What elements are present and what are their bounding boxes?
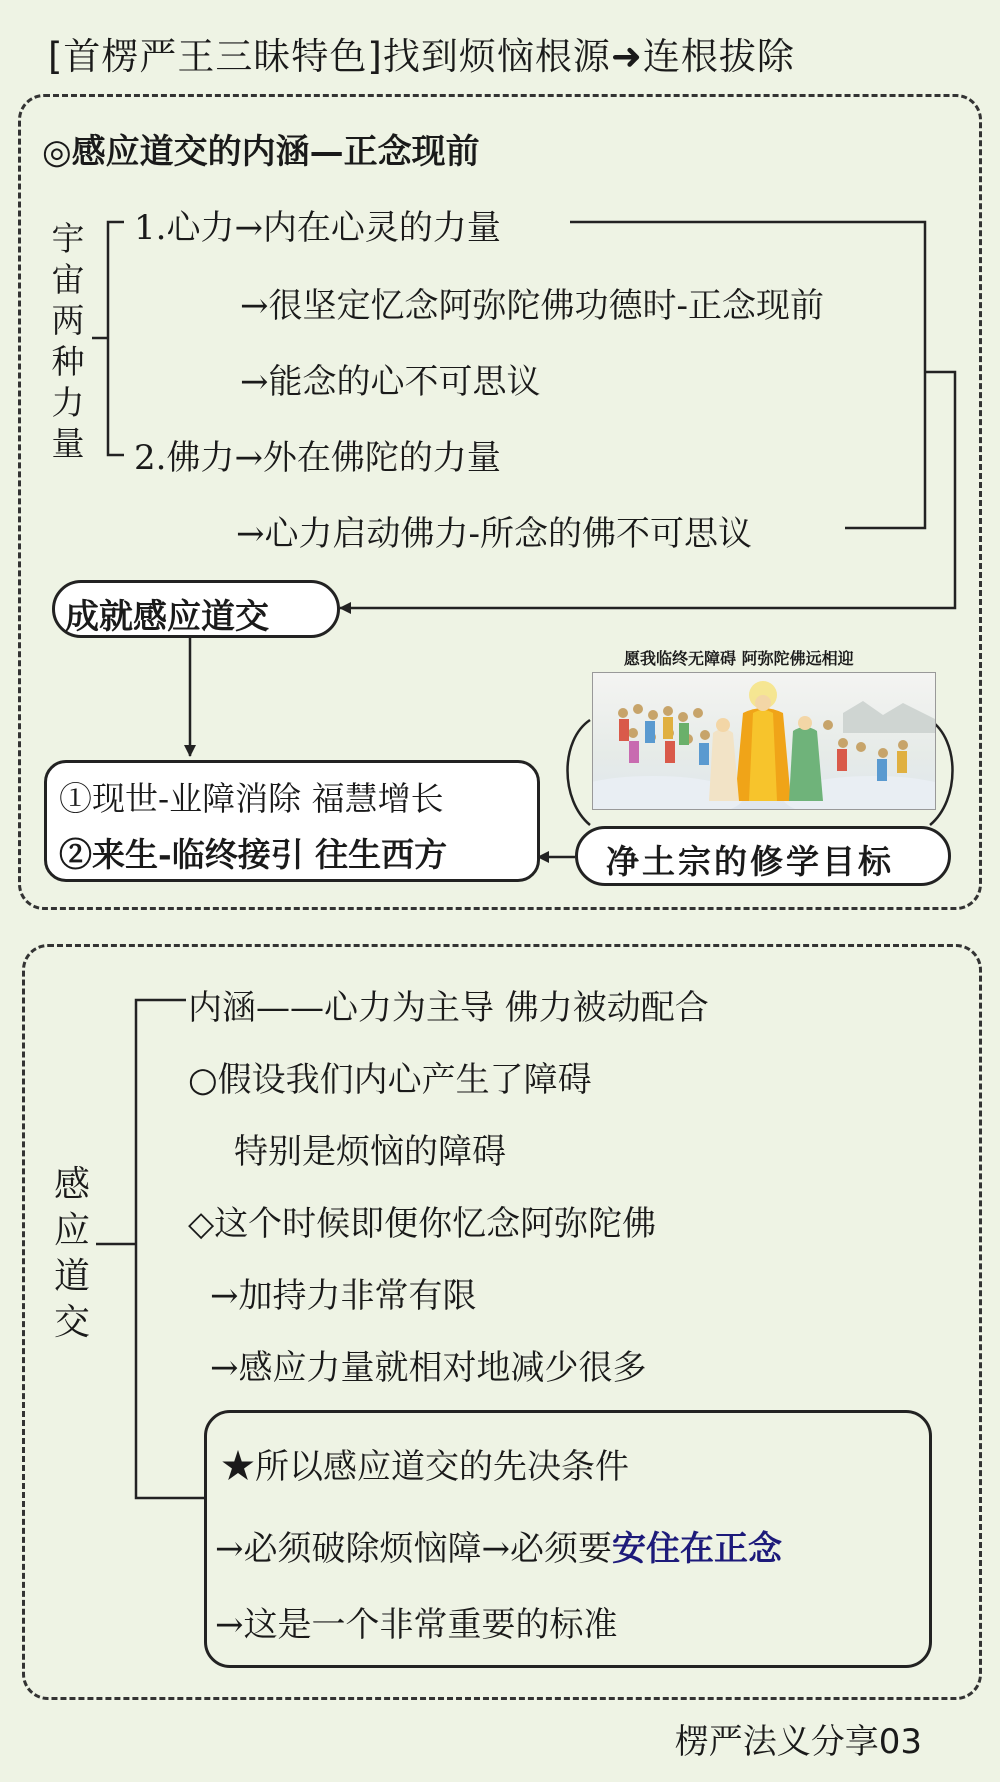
section1-heading: ◎感应道交的内涵—正念现前 bbox=[42, 132, 480, 172]
section2-side-label: 感应道交 bbox=[53, 1164, 90, 1343]
result-pill-label: 成就感应道交 bbox=[65, 597, 269, 637]
force-line-3: →能念的心不可思议 bbox=[240, 362, 541, 402]
force-line-5: →心力启动佛力-所念的佛不可思议 bbox=[236, 514, 752, 554]
condition-requirement-prefix: →必须破除烦恼障→必须要 bbox=[215, 1529, 612, 1569]
image-caption: 愿我临终无障碍 阿弥陀佛远相迎 bbox=[624, 649, 854, 668]
condition-highlight: 安住在正念 bbox=[611, 1529, 782, 1569]
connotation-line: 内涵——心力为主导 佛力被动配合 bbox=[188, 988, 709, 1028]
result-present-life: ①现世-业障消除 福慧增长 bbox=[59, 779, 444, 818]
force-line-2: →很坚定忆念阿弥陀佛功德时-正念现前 bbox=[240, 286, 824, 326]
recollection-line: ◇这个时候即便你忆念阿弥陀佛 bbox=[188, 1204, 657, 1244]
afflictions-line: 特别是烦恼的障碍 bbox=[234, 1132, 506, 1172]
response-reduced-line: →感应力量就相对地减少很多 bbox=[210, 1348, 647, 1388]
blessing-limited-line: →加持力非常有限 bbox=[210, 1276, 477, 1316]
page-title: [首楞严王三昧特色]找到烦恼根源➜连根拔除 bbox=[48, 35, 795, 78]
force-line-4: 2.佛力→外在佛陀的力量 bbox=[134, 438, 501, 478]
result-next-life: ②来生-临终接引 往生西方 bbox=[59, 835, 448, 874]
condition-standard: →这是一个非常重要的标准 bbox=[215, 1605, 618, 1645]
section1-side-label: 宇宙两种力量 bbox=[51, 219, 85, 463]
condition-heading: ★所以感应道交的先决条件 bbox=[221, 1447, 629, 1487]
goal-pill-label: 净土宗的修学目标 bbox=[606, 842, 894, 881]
hypothesis-line: ○假设我们内心产生了障碍 bbox=[188, 1060, 592, 1100]
condition-box bbox=[204, 1410, 932, 1668]
condition-requirement bbox=[215, 1521, 782, 1570]
force-line-1: 1.心力→内在心灵的力量 bbox=[134, 208, 501, 248]
footer-series-label: 楞严法义分享03 bbox=[674, 1722, 922, 1762]
